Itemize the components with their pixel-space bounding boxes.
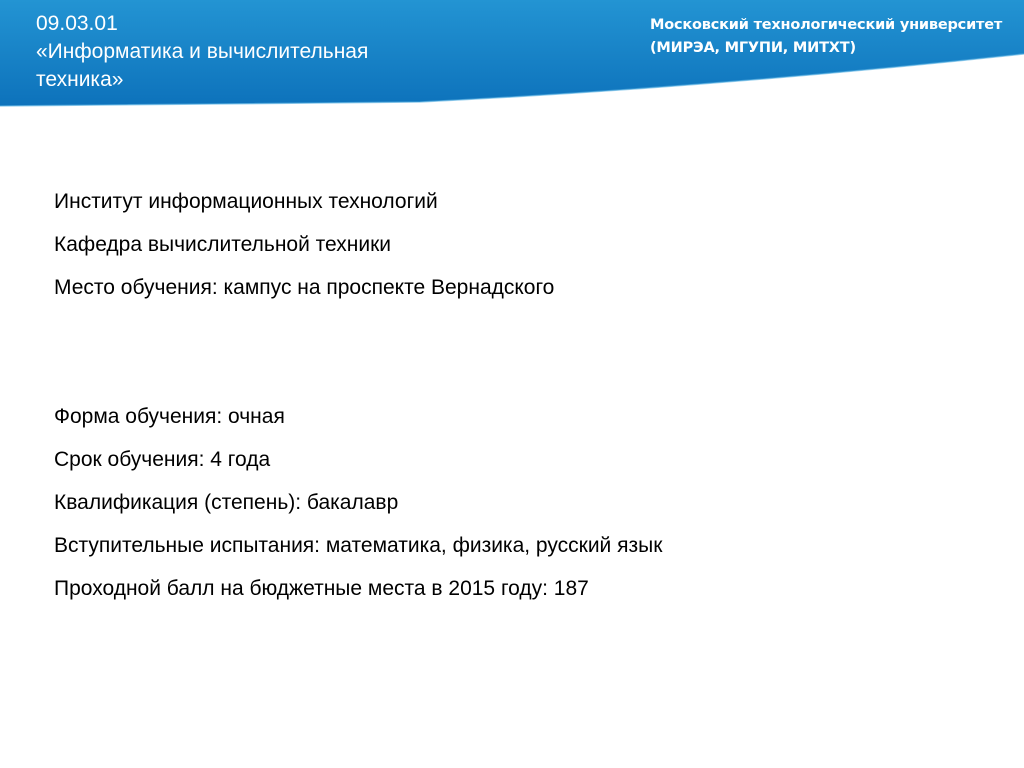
study-details xyxy=(54,403,662,618)
institution-info xyxy=(54,188,554,317)
university-name-line-2: (МИРЭА, МГУПИ, МИТХТ) xyxy=(650,40,856,56)
passing-score-line: Проходной балл на бюджетные места в 2015 году: 187 xyxy=(54,577,589,600)
institute-line: Институт информационных технологий xyxy=(54,190,438,213)
entrance-exams-line: Вступительные испытания: математика, физика, русский язык xyxy=(54,534,663,557)
study-form-line: Форма обучения: очная xyxy=(54,405,285,428)
header-band xyxy=(0,0,1024,108)
university-name xyxy=(650,14,1010,60)
program-title: 09.03.01 «Информатика и вычислительная техника» xyxy=(36,12,369,91)
university-name-line-1: Московский технологический университет xyxy=(650,17,1003,33)
location-line: Место обучения: кампус на проспекте Вернадского xyxy=(54,276,555,299)
study-duration-line: Срок обучения: 4 года xyxy=(54,448,271,471)
qualification-line: Квалификация (степень): бакалавр xyxy=(54,491,399,514)
department-line: Кафедра вычислительной техники xyxy=(54,233,392,256)
